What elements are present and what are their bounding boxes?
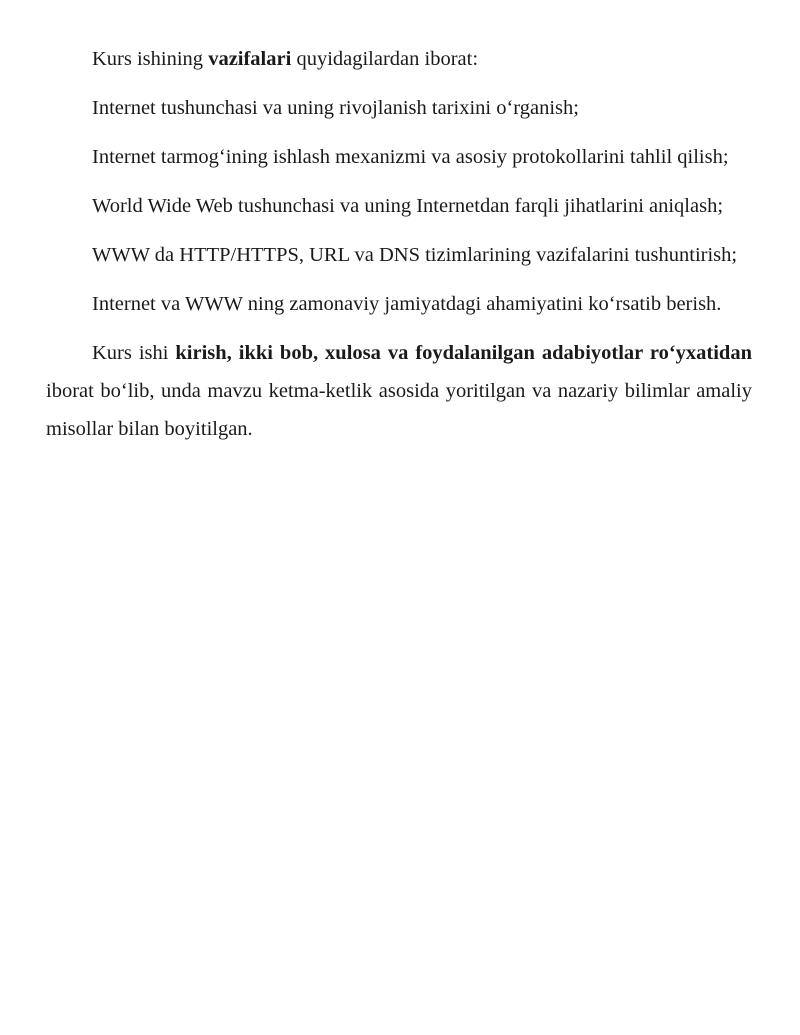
- text-run: World Wide Web tushunchasi va uning Internetdan farqli jihatlarini aniqlash;: [92, 195, 724, 217]
- text-run: Kurs ishining: [92, 48, 209, 70]
- paragraph-task-1: [46, 89, 752, 127]
- paragraph-task-5: [46, 285, 752, 323]
- paragraph-task-3: [46, 187, 752, 225]
- text-run: iborat bo‘lib, unda mavzu ketma-ketlik asosida yoritilgan va nazariy bilimlar amaliy misollar bilan boyitilgan.: [46, 380, 752, 440]
- bold-text-run: kirish, ikki bob, xulosa va foydalanilgan adabiyotlar ro‘yxatidan: [175, 342, 752, 364]
- bold-text-run: vazifalari: [208, 48, 292, 70]
- paragraph-task-2: [46, 138, 752, 176]
- text-run: Kurs ishi: [92, 342, 176, 364]
- paragraph-structure: [46, 334, 752, 448]
- text-run: quyidagilardan iborat:: [291, 48, 479, 70]
- text-run: Internet tushunchasi va uning rivojlanish tarixini o‘rganish;: [92, 97, 579, 119]
- text-run: WWW da HTTP/HTTPS, URL va DNS tizimlarining vazifalarini tushuntirish;: [92, 244, 738, 266]
- paragraph-task-4: [46, 236, 752, 274]
- document-page: [46, 40, 752, 459]
- paragraph-tasks-intro: [46, 40, 752, 78]
- text-run: Internet tarmog‘ining ishlash mexanizmi va asosiy protokollarini tahlil qilish;: [92, 146, 729, 168]
- text-run: Internet va WWW ning zamonaviy jamiyatdagi ahamiyatini ko‘rsatib berish.: [92, 293, 722, 315]
